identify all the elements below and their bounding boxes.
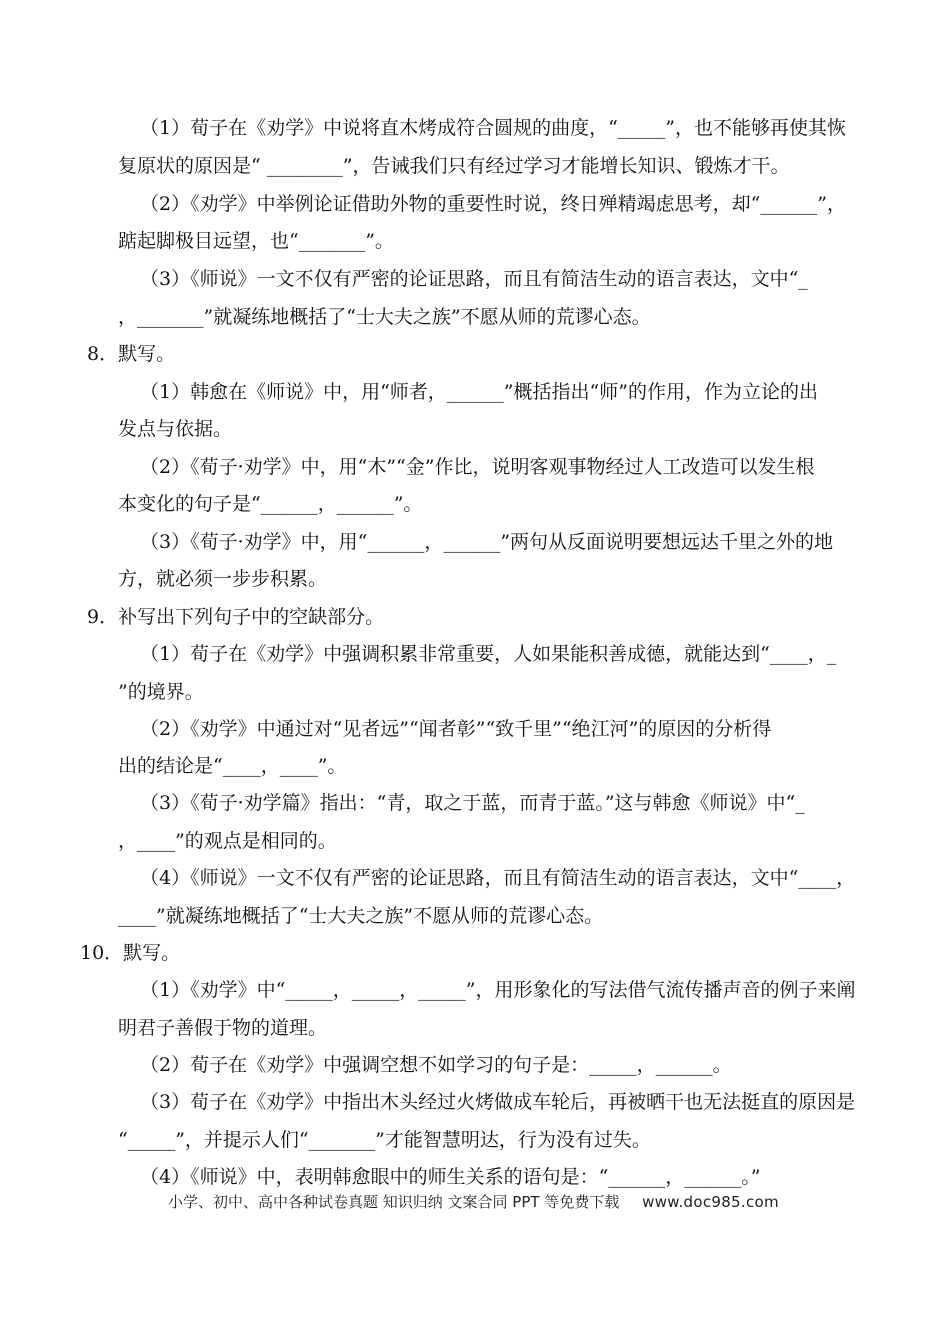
q7-3-line1: （3）《师说》一文不仅有严密的论证思路，而且有简洁生动的语言表达，文中“_ [140, 268, 808, 290]
q7-3-line2: ，_______”就凝练地概括了“士大夫之族”不愿从师的荒谬心态。 [118, 306, 651, 328]
q8-heading: 8．默写。 [87, 343, 176, 365]
q10-1-line1: （1）《劝学》中“_____，_____，_____”，用形象化的写法借气流传播声音的例子来阐 [140, 979, 856, 1001]
q8-2-line2: 本变化的句子是“______，______”。 [118, 493, 423, 515]
q10-2-line1: （2）荀子在《劝学》中强调空想不如学习的句子是：_____，______。 [140, 1054, 732, 1076]
q7-2-line2: 踮起脚极目远望，也“_______”。 [118, 230, 394, 252]
q9-2-line2: 出的结论是“____，____”。 [118, 755, 347, 777]
q8-1-line1: （1）韩愈在《师说》中，用“师者，______”概括指出“师”的作用，作为立论的出 [140, 381, 818, 403]
q9-4-line1: （4）《师说》一文不仅有严密的论证思路，而且有简洁生动的语言表达，文中“____， [140, 867, 856, 889]
q8-1-line2: 发点与依据。 [118, 418, 233, 440]
q9-heading: 9．补写出下列句子中的空缺部分。 [87, 606, 385, 628]
footer-url[interactable]: www.doc985.com [642, 1193, 779, 1211]
q8-3-line1: （3）《荀子·劝学》中，用“______，______”两句从反面说明要想远达千里之外的地 [140, 531, 834, 553]
page-footer [168, 1191, 779, 1213]
q8-3-line2: 方，就必须一步步积累。 [118, 568, 328, 590]
q7-1-line1: （1）荀子在《劝学》中说将直木烤成符合圆规的曲度，“_____”，也不能够再使其恢 [140, 117, 847, 139]
q10-heading: 10．默写。 [80, 942, 181, 964]
q10-3-line2: “_____”，并提示人们“_______”才能智慧明达，行为没有过失。 [118, 1129, 651, 1151]
q10-1-line2: 明君子善假于物的道理。 [118, 1017, 328, 1039]
q9-2-line1: （2）《劝学》中通过对“见者远”“闻者彰”“致千里”“绝江河”的原因的分析得 [140, 718, 772, 740]
q8-2-line1: （2）《荀子·劝学》中，用“木”“金”作比，说明客观事物经过人工改造可以发生根 [140, 456, 815, 478]
q9-3-line1: （3）《荀子·劝学篇》指出：“青，取之于蓝，而青于蓝。”这与韩愈《师说》中“_ [140, 792, 805, 814]
q10-3-line1: （3）荀子在《劝学》中指出木头经过火烤做成车轮后，再被晒干也无法挺直的原因是 [140, 1091, 856, 1113]
q7-1-line2: 复原状的原因是“ ________”，告诫我们只有经过学习才能增长知识、锻炼才干。 [118, 155, 790, 177]
footer-text: 小学、初中、高中各种试卷真题 知识归纳 文案合同 PPT 等免费下载 [168, 1193, 620, 1211]
q7-2-line1: （2）《劝学》中举例论证借助外物的重要性时说，终日殚精竭虑思考，却“______”， [140, 193, 847, 215]
q9-4-line2: ____”就凝练地概括了“士大夫之族”不愿从师的荒谬心态。 [118, 905, 604, 927]
q10-4-line1: （4）《师说》中，表明韩愈眼中的师生关系的语句是：“______，______。” [140, 1166, 761, 1188]
q9-1-line2: ”的境界。 [118, 681, 204, 703]
q9-3-line2: ，____”的观点是相同的。 [118, 830, 337, 852]
q9-1-line1: （1）荀子在《劝学》中强调积累非常重要，人如果能积善成德，就能达到“____，_ [140, 643, 837, 665]
